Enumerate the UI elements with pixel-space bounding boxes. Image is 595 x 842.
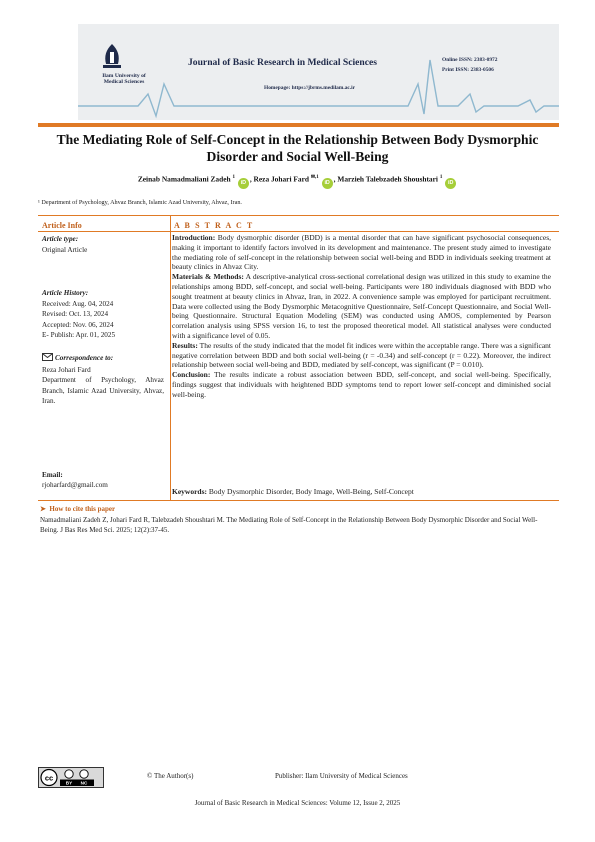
- accepted-date: Accepted: Nov. 06, 2024: [42, 320, 114, 329]
- table-divider: [170, 215, 171, 501]
- copyright-notice: © The Author(s): [147, 772, 194, 780]
- university-logo: [96, 42, 128, 72]
- article-type-value: Original Article: [42, 246, 88, 254]
- publisher-notice: Publisher: Ilam University of Medical Sciences: [275, 772, 408, 780]
- author-sup: 1: [232, 175, 235, 180]
- how-to-cite-heading: ➤ How to cite this paper: [40, 505, 116, 513]
- email-label: Email:: [42, 471, 63, 479]
- abstract-conclusion: Conclusion: The results indicate a robust association between BDD, self-concept, and social well-being. Specifically, findings suggest that individuals with heightened BDD symptoms tend to report lower self-concept and diminished social well-being.: [172, 370, 551, 399]
- table-rule-mid: [38, 231, 559, 232]
- arrow-bullet-icon: ➤: [40, 505, 46, 513]
- email-address[interactable]: rjoharfard@gmail.com: [42, 481, 108, 489]
- keywords: Keywords: Body Dysmorphic Disorder, Body Image, Well-Being, Self-Concept: [172, 487, 414, 496]
- author-name: Reza Johari Fard: [253, 174, 309, 184]
- cc-by-label: BY: [65, 780, 73, 786]
- envelope-icon: [42, 353, 53, 361]
- svg-text:cc: cc: [44, 773, 54, 783]
- received-date: Received: Aug. 04, 2024: [42, 300, 114, 308]
- abstract-methods: Materials & Methods: A descriptive-analytical cross-sectional correlational design was utilized in this study to examine the relationships among BDD, self-concept, and social well-being. Participants were 180 individuals diagnosed with BDD who sought treatment at beauty clinics in Ahvaz, Iran, in 2022. A convenience sample was employed for participant recruitment. Data were collected using the Body Dysmorphic Metacognitive Questionnaire, Self-Concept Questionnaire, and Social Well-being Questionnaire. Structural Equation Modeling (SEM) was conducted using AMOS, complemented by Pearson correlation analysis using SPSS version 16, to test the proposed theoretical model. All statistical analyses were conducted with a significance level of 0.05.: [172, 272, 552, 340]
- cc-license-badge[interactable]: [38, 767, 104, 788]
- journal-volume-footer: Journal of Basic Research in Medical Sciences: Volume 12, Issue 2, 2025: [194, 799, 401, 807]
- orcid-icon[interactable]: iD: [322, 178, 333, 189]
- orcid-icon[interactable]: iD: [238, 178, 249, 189]
- abstract-heading: A B S T R A C T: [174, 221, 254, 230]
- journal-title: Journal of Basic Research in Medical Sciences: [188, 57, 378, 68]
- author-sup: ✉,1: [310, 175, 319, 180]
- print-issn: Print ISSN: 2383-0506: [442, 66, 494, 73]
- revised-date: Revised: Oct. 13, 2024: [42, 310, 109, 319]
- table-rule-bottom: [38, 500, 559, 501]
- article-history-label: Article History:: [42, 289, 89, 297]
- journal-banner: [78, 24, 559, 120]
- correspondent-name: Reza Johari Fard: [42, 366, 91, 374]
- article-info-heading: Article Info: [42, 221, 82, 230]
- table-rule-top: [38, 215, 559, 216]
- author-name: Marzieh Talebzadeh Shoushtari: [337, 174, 438, 184]
- cc-nc-label: NC: [80, 780, 88, 786]
- issn-block: [442, 56, 497, 75]
- article-type-label: Article type:: [42, 235, 79, 243]
- abstract-introduction: Introduction: Body dysmorphic disorder (BDD) is a mental disorder that can have significant psychosocial consequences, making it important to identify factors involved in its development and maintenance. The present study aimed to investigate the mediating role of self-concept in the relationship between social well-being and BDD in individuals seeking treatment at beauty clinics in Ahvaz City.: [172, 233, 551, 272]
- journal-homepage[interactable]: Homepage: https://jbrms.medilam.ac.ir: [264, 85, 356, 91]
- correspondent-affiliation: Department of Psychology, Ahvaz Branch, Islamic Azad University, Ahvaz, Iran.: [42, 376, 164, 406]
- orcid-icon[interactable]: iD: [445, 178, 456, 189]
- article-history: [42, 299, 164, 341]
- header-rule: [38, 123, 559, 127]
- abstract-results: Results: The results of the study indicated that the model fit indices were within the acceptable range. There was a significant negative correlation between BDD and both social well-being (r = -0.34) and self-concept (r = 0.22). Moreover, the indirect relationship between social well-being and BDD, mediated by self-concept, was significant (P = 0.010).: [172, 340, 551, 370]
- author-line: Zeinab Namadmaliani Zadeh $^1$ iD , Reza Johari Fard $^{✉,1}$ iD , Marzieh Talebzadeh Shoushtari $^1$ iD: [0, 174, 595, 189]
- article-title: The Mediating Role of Self-Concept in the Relationship Between Body Dysmorphic Disorder and Social Well-Being: [56, 132, 539, 164]
- citation-text: Namadmaliani Zadeh Z, Johari Fard R, Talebzadeh Shoushtari M. The Mediating Role of Self-Concept in the Relationship Between Body Dysmorphic Disorder and Social Well-Being. J Bas Res Med Sci. 2025; 12(2):37-45.: [40, 516, 538, 534]
- author-name: Zeinab Namadmaliani Zadeh: [137, 174, 231, 184]
- affiliation: ¹ Department of Psychology, Ahvaz Branch, Islamic Azad University, Ahvaz, Iran.: [38, 199, 242, 206]
- online-issn: Online ISSN: 2383-0972: [442, 57, 498, 63]
- abstract-body: [172, 233, 551, 400]
- publish-date: E- Publish: Apr. 01, 2025: [42, 331, 116, 340]
- correspondence-label: Correspondence to:: [42, 353, 164, 363]
- university-name: Ilam University of Medical Sciences: [102, 73, 146, 86]
- correspondence-block: [42, 365, 164, 407]
- author-sup: 1: [439, 175, 443, 180]
